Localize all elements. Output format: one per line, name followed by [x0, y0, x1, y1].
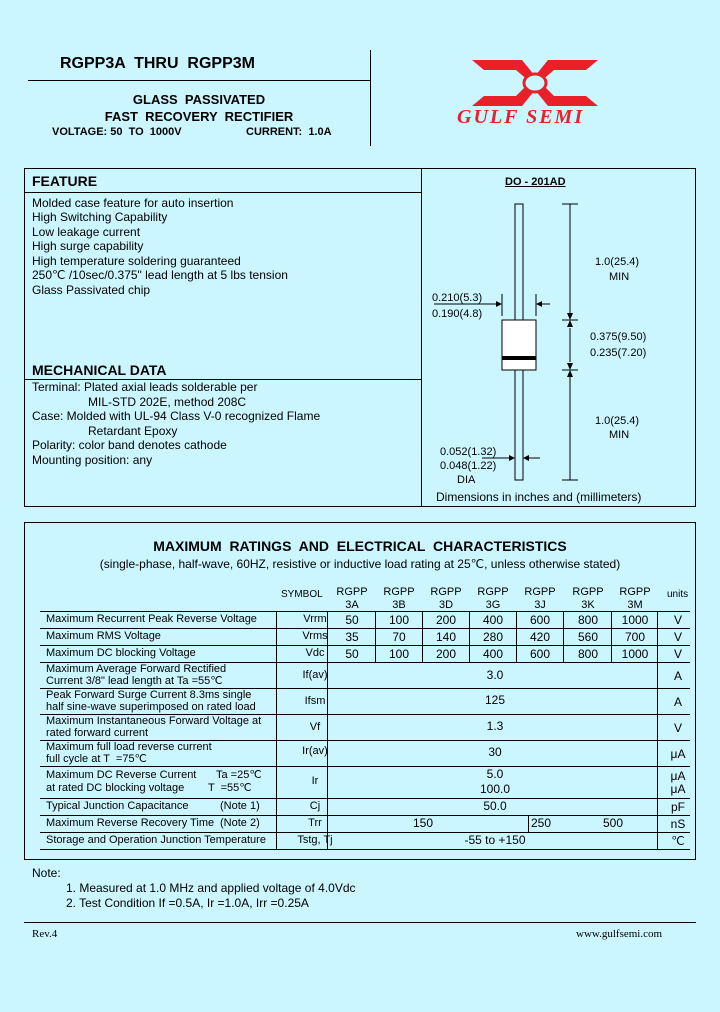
- logo-text: GULF SEMI: [457, 106, 585, 128]
- row-divider: [40, 849, 690, 850]
- row-value: 150: [412, 816, 434, 830]
- dim-body-len-min: 0.235(7.20): [590, 347, 647, 359]
- row-value: 800: [577, 647, 599, 661]
- row-desc: Typical Junction Capacitance: [46, 800, 189, 812]
- row-desc: Peak Forward Surge Current 8.3ms single: [46, 689, 252, 701]
- row-value: 100: [388, 647, 410, 661]
- ratings-left-border: [24, 522, 25, 860]
- col-header-top: RGPP: [383, 586, 415, 598]
- ratings-title: MAXIMUM RATINGS AND ELECTRICAL CHARACTERISTICS: [153, 538, 567, 554]
- row-symbol: Tstg, Tj: [297, 834, 333, 846]
- notes-heading: Note:: [32, 866, 61, 880]
- row-value: 280: [482, 630, 504, 644]
- row-value: 600: [529, 647, 551, 661]
- row-symbol: Vrrm: [303, 613, 327, 625]
- row-desc: Storage and Operation Junction Temperature: [46, 834, 266, 846]
- feature-underline: [24, 192, 421, 193]
- row-desc: Maximum Instantaneous Forward Voltage at: [46, 715, 262, 727]
- row-desc: T =55℃: [208, 782, 252, 794]
- current-rating: CURRENT: 1.0A: [246, 126, 332, 138]
- row-value: 600: [529, 613, 551, 627]
- table-row-irav: [40, 741, 690, 766]
- row-value: 100.0: [479, 782, 511, 796]
- row-unit: A: [673, 669, 682, 683]
- row-value: 50: [345, 613, 359, 627]
- row-value: 800: [577, 613, 599, 627]
- table-row-trr: [40, 816, 690, 832]
- row-unit: ℃: [671, 834, 685, 848]
- footer-rule: [24, 922, 696, 923]
- mechanical-line: Terminal: Plated axial leads solderable per: [32, 380, 258, 394]
- table-row-vf: [40, 715, 690, 740]
- diagram-caption: Dimensions in inches and (millimeters): [436, 490, 642, 504]
- part-number: RGPP3A THRU RGPP3M: [60, 55, 255, 72]
- row-desc: Current 3/8" lead length at Ta =55℃: [46, 675, 223, 687]
- row-value: 420: [529, 630, 551, 644]
- row-unit: V: [673, 721, 682, 735]
- row-value: 560: [577, 630, 599, 644]
- symbol-header: SYMBOL: [281, 589, 323, 600]
- table-row-tstg: [40, 833, 690, 849]
- row-value: 35: [345, 630, 359, 644]
- row-desc: (Note 1): [220, 800, 260, 812]
- mechanical-line: MIL-STD 202E, method 208C: [88, 395, 247, 409]
- row-desc: Maximum Recurrent Peak Reverse Voltage: [46, 613, 257, 625]
- row-symbol: Vf: [309, 721, 321, 733]
- feature-item: 250℃ /10sec/0.375" lead length at 5 lbs tension: [32, 268, 288, 282]
- dim-wire-max: 0.052(1.32): [440, 446, 497, 458]
- row-symbol: Ir(av): [302, 745, 328, 757]
- row-value: 200: [435, 613, 457, 627]
- table-row-vdc: [40, 646, 690, 662]
- section-right-border: [695, 168, 696, 507]
- mechanical-line: Polarity: color band denotes cathode: [32, 438, 227, 452]
- section-left-border: [24, 168, 25, 507]
- row-unit: pF: [670, 800, 685, 814]
- row-desc: Maximum Reverse Recovery Time: [46, 817, 215, 829]
- table-row-ifsm: [40, 689, 690, 714]
- row-symbol: Cj: [309, 800, 321, 812]
- table-row-vrrm: [40, 612, 690, 628]
- row-value: 700: [624, 630, 646, 644]
- section-bottom-border: [24, 506, 696, 507]
- table-row-ir: [40, 767, 690, 798]
- dim-lead-top-min: MIN: [609, 271, 630, 283]
- col-header-top: RGPP: [619, 586, 651, 598]
- row-value: -55 to +150: [464, 833, 526, 847]
- ratings-top-border: [24, 522, 696, 523]
- feature-item: High temperature soldering guaranteed: [32, 254, 241, 268]
- row-desc: Maximum Average Forward Rectified: [46, 663, 227, 675]
- col-header-top: RGPP: [477, 586, 509, 598]
- mechanical-heading: MECHANICAL DATA: [32, 362, 167, 378]
- units-header: units: [667, 589, 689, 600]
- dim-wire-label: DIA: [457, 474, 476, 486]
- row-unit: μA: [670, 747, 686, 761]
- row-desc: half sine-wave superimposed on rated load: [46, 701, 256, 713]
- row-unit: μA: [670, 782, 686, 796]
- row-value: 50.0: [483, 799, 507, 813]
- col-header-bottom: 3A: [345, 599, 359, 611]
- dim-wire-min: 0.048(1.22): [440, 460, 497, 472]
- row-value: 400: [482, 613, 504, 627]
- col-header-bottom: 3K: [581, 599, 595, 611]
- table-row-cj: [40, 799, 690, 815]
- row-unit: V: [673, 630, 682, 644]
- row-unit: nS: [670, 817, 686, 831]
- row-value: 70: [392, 630, 406, 644]
- row-unit: A: [673, 695, 682, 709]
- part-underline: [28, 80, 370, 81]
- feature-item: High surge capability: [32, 239, 144, 253]
- dim-lead-top: 1.0(25.4): [595, 256, 640, 268]
- header-divider: [370, 50, 371, 146]
- package-title: DO - 201AD: [505, 176, 566, 188]
- feature-item: Glass Passivated chip: [32, 283, 151, 297]
- dim-body-dia-min: 0.190(4.8): [432, 308, 483, 320]
- row-value: 1000: [621, 647, 649, 661]
- row-value: 200: [435, 647, 457, 661]
- col-header-bottom: 3G: [485, 599, 501, 611]
- ratings-right-border: [695, 522, 696, 860]
- row-desc: full cycle at T =75℃: [46, 753, 147, 765]
- col-header-bottom: 3D: [438, 599, 454, 611]
- row-value: 140: [435, 630, 457, 644]
- row-symbol: Trr: [308, 817, 322, 829]
- mechanical-line: Case: Molded with UL-94 Class V-0 recognized Flame: [32, 409, 321, 423]
- row-desc: Maximum full load reverse current: [46, 741, 212, 753]
- row-desc: at rated DC blocking voltage: [46, 782, 185, 794]
- package-outline-diagram: [422, 190, 694, 490]
- mechanical-line: Retardant Epoxy: [88, 424, 178, 438]
- col-header-top: RGPP: [572, 586, 604, 598]
- row-symbol: If(av): [302, 669, 328, 681]
- revision: Rev.4: [32, 928, 58, 940]
- voltage-rating: VOLTAGE: 50 TO 1000V: [52, 126, 182, 138]
- row-symbol: Ifsm: [304, 695, 326, 707]
- row-value: 30: [488, 745, 502, 759]
- col-header-top: RGPP: [524, 586, 556, 598]
- ratings-bottom-border: [24, 859, 696, 860]
- row-desc: (Note 2): [220, 817, 260, 829]
- row-value: 5.0: [486, 767, 504, 781]
- row-value: 100: [388, 613, 410, 627]
- title-line2: FAST RECOVERY RECTIFIER: [104, 109, 294, 124]
- row-unit: μA: [670, 769, 686, 783]
- col-header-bottom: 3J: [534, 599, 546, 611]
- row-symbol: Vdc: [305, 647, 325, 659]
- row-desc: Ta =25℃: [216, 769, 262, 781]
- row-value: 400: [482, 647, 504, 661]
- dim-lead-bot: 1.0(25.4): [595, 415, 640, 427]
- row-desc: Maximum DC Reverse Current: [46, 769, 197, 781]
- feature-heading: FEATURE: [32, 173, 98, 189]
- col-header-top: RGPP: [336, 586, 368, 598]
- row-value: 1000: [621, 613, 649, 627]
- row-desc: rated forward current: [46, 727, 149, 739]
- note-1: 1. Measured at 1.0 MHz and applied voltage of 4.0Vdc: [66, 881, 356, 895]
- row-value: 125: [484, 693, 506, 707]
- website-link[interactable]: www.gulfsemi.com: [576, 928, 663, 940]
- row-unit: V: [673, 647, 682, 661]
- row-value: 50: [345, 647, 359, 661]
- title-line1: GLASS PASSIVATED: [132, 92, 266, 107]
- table-row-ifav: [40, 663, 690, 688]
- table-row-vrms: [40, 629, 690, 645]
- feature-item: Low leakage current: [32, 225, 141, 239]
- ratings-subtitle: (single-phase, half-wave, 60HZ, resistive or inductive load rating at 25℃, unless otherwise stated): [99, 557, 621, 571]
- row-value: 1.3: [486, 719, 504, 733]
- feature-item: High Switching Capability: [32, 210, 168, 224]
- col-header-bottom: 3M: [627, 599, 643, 611]
- row-value: 250: [530, 816, 552, 830]
- mechanical-line: Mounting position: any: [32, 453, 153, 467]
- feature-item: Molded case feature for auto insertion: [32, 196, 234, 210]
- dim-lead-bot-min: MIN: [609, 429, 630, 441]
- section-top-border: [24, 168, 696, 169]
- row-symbol: Vrms: [302, 630, 328, 642]
- row-value: 500: [602, 816, 624, 830]
- row-unit: V: [673, 613, 682, 627]
- row-value: 3.0: [486, 668, 504, 682]
- row-desc: Maximum RMS Voltage: [46, 630, 161, 642]
- note-2: 2. Test Condition If =0.5A, Ir =1.0A, Irr =0.25A: [66, 896, 309, 910]
- row-symbol: Ir: [311, 775, 319, 787]
- col-header-bottom: 3B: [392, 599, 406, 611]
- col-header-top: RGPP: [430, 586, 462, 598]
- row-desc: Maximum DC blocking Voltage: [46, 647, 196, 659]
- dim-body-dia-max: 0.210(5.3): [432, 292, 483, 304]
- gulf-semi-logo: [452, 48, 622, 138]
- dim-body-len-max: 0.375(9.50): [590, 331, 647, 343]
